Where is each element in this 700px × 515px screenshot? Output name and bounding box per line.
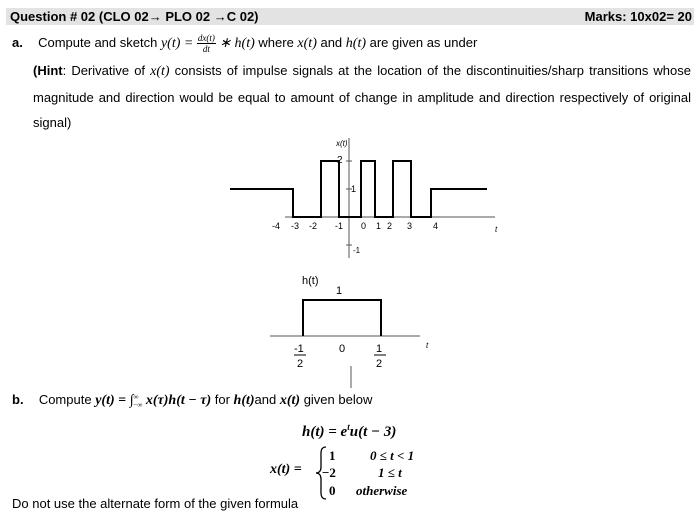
- x-tick-m4: -4: [272, 221, 281, 231]
- question-header: [6, 8, 694, 25]
- part-b-statement: [12, 392, 372, 409]
- x-tick-m3: -3: [291, 221, 300, 231]
- part-a-eq-rhs: ∗ h(t): [215, 35, 255, 51]
- x-graph-tick-2: 2: [337, 155, 343, 166]
- h-left-num: -1: [294, 343, 304, 355]
- h-t-graph: [270, 270, 440, 390]
- h-definition: $h(t) = e^tu(t - 3)$: [302, 422, 397, 440]
- part-b-integrand: x(τ)h(t − τ): [142, 393, 212, 408]
- x-graph-xlabel: t: [495, 225, 498, 234]
- h-graph-amp: 1: [336, 285, 343, 297]
- part-b-text-2: for: [211, 392, 234, 407]
- part-a-label: a.: [12, 34, 23, 50]
- x-tick-3: 3: [407, 221, 413, 231]
- x-tick-1: 1: [376, 221, 382, 231]
- h-right-num: 1: [376, 343, 383, 355]
- part-b-x: x(t): [279, 393, 301, 408]
- h-right-den: 2: [376, 358, 383, 370]
- x-signal: [230, 161, 487, 217]
- part-b-text-3: given below: [300, 392, 373, 407]
- part-a-text-3: are given as under: [366, 34, 478, 50]
- hint-text-2: consists of impulse signals at the location of the discontinuities/sharp transitions whose magnitude and direction would be equal to amount of change in amplitude and direction respectively of original signal): [33, 63, 691, 130]
- case-2-cond: 1 ≤ t: [378, 465, 402, 480]
- case-1-value: 1: [329, 448, 336, 463]
- part-a-h: h(t): [345, 35, 366, 51]
- footer-note: Do not use the alternate form of the given formula: [12, 496, 299, 511]
- h-graph-ylabel: h(t): [302, 275, 319, 287]
- part-a-x: x(t): [297, 35, 317, 51]
- integral-limits: ∞ −∞: [133, 392, 143, 409]
- part-b-eq: y(t) = ∫: [95, 393, 134, 408]
- part-a-eq-lhs: y(t) =: [160, 35, 197, 51]
- x-tick-4: 4: [433, 221, 439, 231]
- h-left-den: 2: [297, 358, 304, 370]
- part-a-text-1: Compute and sketch: [38, 34, 161, 50]
- hint-text-1: : Derivative of: [62, 63, 151, 78]
- part-a-and: and: [316, 34, 346, 50]
- part-b-text-1: Compute: [38, 392, 96, 407]
- hint-paragraph: [33, 58, 691, 136]
- x-t-graph: [225, 133, 505, 263]
- part-a-statement: [12, 33, 477, 54]
- part-b-h: h(t): [233, 393, 255, 408]
- part-a-text-2: where: [254, 34, 298, 50]
- x-graph-tick-1: 1: [351, 184, 357, 194]
- hint-x: x(t): [150, 64, 170, 79]
- marks-label: Marks: 10x02= 20: [584, 9, 692, 24]
- x-tick-m2: -2: [309, 221, 318, 231]
- x-lhs: x(t) =: [270, 462, 302, 477]
- x-tick-0: 0: [361, 221, 367, 231]
- case-2-value: −2: [322, 465, 336, 480]
- part-b-and: and: [254, 392, 280, 407]
- hint-label: (Hint: [33, 63, 63, 78]
- h-zero: 0: [339, 343, 346, 355]
- x-graph-ylabel: x(t): [336, 139, 348, 148]
- x-tick-2: 2: [387, 221, 393, 231]
- h-graph-xlabel: t: [426, 341, 429, 350]
- part-b-label: b.: [12, 392, 24, 407]
- derivative-fraction: $\frac{dx(t)}{dt}$: [197, 33, 215, 54]
- question-title: Question # 02 (CLO 02→ PLO 02 →C 02): [10, 9, 259, 24]
- x-graph-tick-m1: -1: [353, 246, 361, 255]
- h-signal: [303, 300, 381, 336]
- case-3-value: 0: [329, 483, 336, 498]
- case-3-cond: otherwise: [356, 483, 408, 498]
- x-tick-m1: -1: [335, 221, 344, 231]
- case-1-cond: 0 ≤ t < 1: [370, 448, 415, 463]
